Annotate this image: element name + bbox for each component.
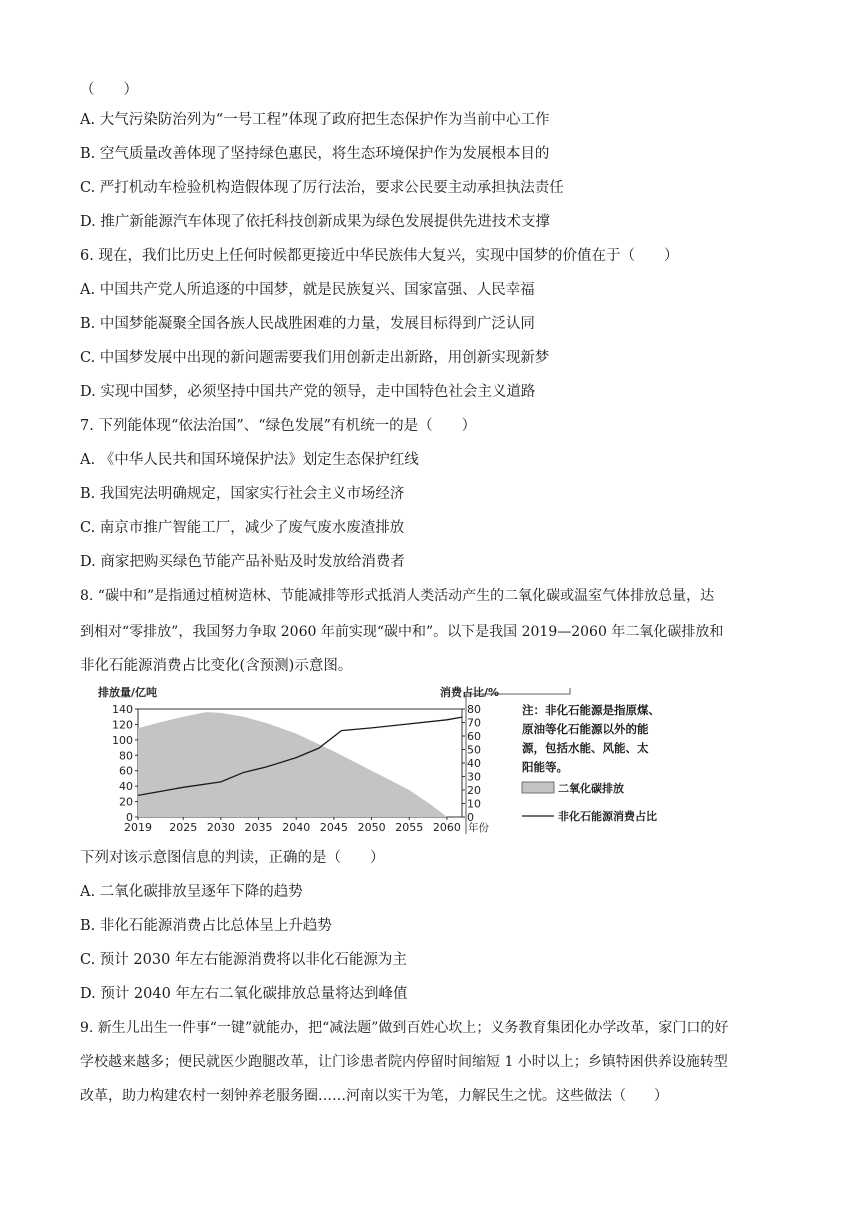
chart-note-line-2: 原油等化石能源以外的能 [522, 722, 649, 736]
question-8-stem: 下列对该示意图信息的判读，正确的是（ ） [80, 850, 385, 866]
option-c-q7: C. 南京市推广智能工厂，减少了废气废水废渣排放 [80, 520, 405, 536]
chart-note-line-4: 阳能等。 [522, 760, 568, 774]
question-7: 7. 下列能体现“依法治国”、“绿色发展”有机统一的是（ ） [80, 418, 477, 434]
option-a-q8: A. 二氧化碳排放呈逐年下降的趋势 [80, 884, 303, 900]
left-tick-label: 40 [119, 780, 133, 794]
left-tick-label: 60 [119, 764, 133, 778]
option-c-q6: C. 中国梦发展中出现的新问题需要我们用创新走出新路，用创新实现新梦 [80, 350, 550, 366]
question-9-line-2: 学校越来越多；便民就医少跑腿改革，让门诊患者院内停留时间缩短 1 小时以上；乡镇特困供养设施转型 [80, 1054, 728, 1070]
option-a-q7: A. 《中华人民共和国环境保护法》划定生态保护红线 [80, 452, 419, 468]
emission-chart [80, 684, 700, 834]
question-8-line-1: 8. “碳中和”是指通过植树造林、节能减排等形式抵消人类活动产生的二氧化碳或温室气体排放总量，达 [80, 588, 715, 604]
left-axis-title: 排放量/亿吨 [98, 686, 158, 699]
option-b-q6: B. 中国梦能凝聚全国各族人民战胜困难的力量，发展目标得到广泛认同 [80, 316, 535, 332]
left-tick-label: 100 [112, 733, 133, 747]
left-tick-label: 0 [126, 811, 133, 824]
legend-area-swatch [522, 782, 554, 793]
option-c-q8: C. 预计 2030 年左右能源消费将以非化石能源为主 [80, 952, 407, 968]
question-8-line-2: 到相对“零排放”，我国努力争取 2060 年前实现“碳中和”。以下是我国 2019—2060 年二氧化碳排放和 [80, 624, 724, 640]
legend-line-label: 非化石能源消费占比 [558, 810, 657, 823]
left-tick-label: 80 [119, 749, 133, 763]
question-8-line-3: 非化石能源消费占比变化(含预测)示意图。 [80, 658, 353, 674]
right-tick-label: 80 [467, 703, 481, 716]
right-tick-label: 30 [467, 770, 481, 784]
x-tick-label: 2035 [244, 821, 273, 834]
option-d-q6: D. 实现中国梦，必须坚持中国共产党的领导，走中国特色社会主义道路 [80, 384, 536, 400]
answer-blank: （ ） [80, 82, 138, 98]
option-b-q5: B. 空气质量改善体现了坚持绿色惠民，将生态环境保护作为发展根本目的 [80, 146, 550, 162]
x-tick-label: 2019 [124, 821, 152, 834]
x-tick-label: 2055 [395, 821, 424, 834]
right-axis-title: 消费占比/% [440, 686, 500, 699]
x-axis-unit: 年份 [468, 822, 489, 834]
x-tick-label: 2045 [319, 821, 348, 834]
chart-note-line-3: 源，包括水能、风能、太 [522, 741, 649, 755]
option-c-q5: C. 严打机动车检验机构造假体现了厉行法治，要求公民要主动承担执法责任 [80, 180, 564, 196]
legend-area-label: 二氧化碳排放 [558, 782, 624, 795]
chart-note-line-1: 注：非化石能源是指原煤、 [522, 703, 660, 717]
x-tick-label: 2060 [432, 821, 461, 834]
right-tick-label: 10 [467, 797, 481, 811]
left-tick-label: 120 [112, 718, 133, 732]
option-a-q6: A. 中国共产党人所追逐的中国梦，就是民族复兴、国家富强、人民幸福 [80, 282, 535, 298]
right-tick-label: 40 [467, 757, 481, 770]
option-d-q7: D. 商家把购买绿色节能产品补贴及时发放给消费者 [80, 554, 405, 570]
x-tick-label: 2040 [282, 821, 311, 834]
option-b-q8: B. 非化石能源消费占比总体呈上升趋势 [80, 918, 332, 934]
x-tick-label: 2025 [169, 821, 198, 834]
right-tick-label: 20 [467, 784, 481, 797]
option-b-q7: B. 我国宪法明确规定，国家实行社会主义市场经济 [80, 486, 405, 502]
option-d-q5: D. 推广新能源汽车体现了依托科技创新成果为绿色发展提供先进技术支撑 [80, 214, 550, 230]
x-tick-label: 2030 [206, 821, 235, 834]
right-tick-label: 50 [467, 743, 481, 757]
left-tick-label: 140 [112, 703, 133, 716]
question-9-line-3: 改革，助力构建农村一刻钟养老服务圈……河南以实干为笔，力解民生之忧。这些做法（ ） [80, 1088, 668, 1104]
option-a-q5: A. 大气污染防治列为“一号工程”体现了政府把生态保护作为当前中心工作 [80, 112, 550, 128]
right-tick-label: 60 [467, 730, 481, 743]
right-tick-label: 0 [467, 811, 474, 824]
question-6: 6. 现在，我们比历史上任何时候都更接近中华民族伟大复兴，实现中国梦的价值在于（ ） [80, 248, 679, 264]
x-tick-label: 2050 [357, 821, 386, 834]
option-d-q8: D. 预计 2040 年左右二氧化碳排放总量将达到峰值 [80, 986, 408, 1002]
question-9-line-1: 9. 新生儿出生一件事“一键”就能办，把“减法题”做到百姓心坎上；义务教育集团化办学改革，家门口的好 [80, 1020, 729, 1036]
right-tick-label: 70 [467, 716, 481, 730]
left-tick-label: 20 [119, 795, 133, 809]
